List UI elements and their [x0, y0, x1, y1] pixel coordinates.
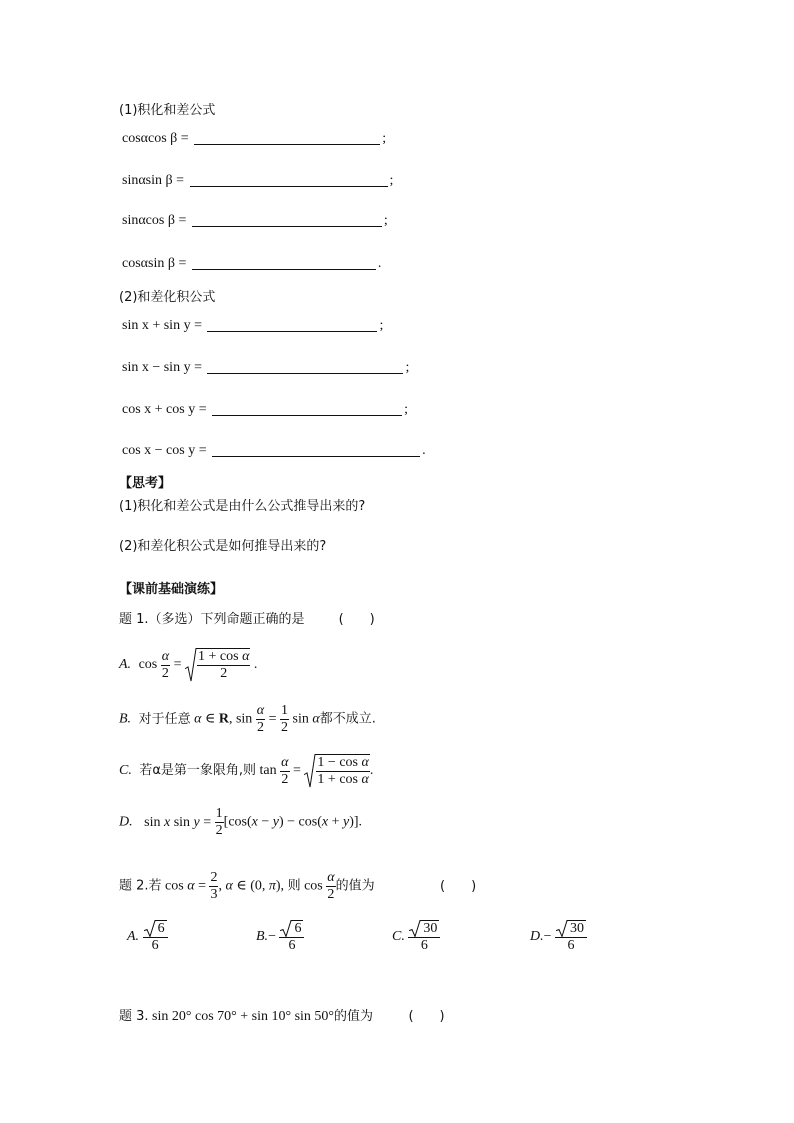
- sqrt-icon: 6: [280, 920, 303, 937]
- answer-blank[interactable]: [212, 442, 420, 457]
- formula-row: cosαsin β = .: [122, 256, 382, 271]
- formula-row: cos x + cos y = ;: [122, 402, 409, 417]
- question-1-stem: 题 1.（多选）下列命题正确的是 ( ): [119, 608, 387, 627]
- answer-blank[interactable]: [194, 130, 380, 145]
- q1-option-d[interactable]: D. sin x sin y = $\frac{1}{2}$ [cos(x − y) − cos(x + y)].: [119, 806, 363, 838]
- formula-lhs: cos x − cos y =: [122, 443, 207, 458]
- answer-paren[interactable]: ( ): [440, 878, 477, 894]
- formula-row: sin x + sin y = ;: [122, 318, 384, 333]
- section2-title: (2)和差化积公式: [119, 290, 216, 305]
- answer-blank[interactable]: [212, 401, 402, 416]
- q2-option-d[interactable]: D.− $\frac{30}{6}$: [530, 920, 587, 954]
- q2-option-b[interactable]: B.− $\frac{6}{6}$: [256, 920, 304, 954]
- question-3-stem: 题 3. sin 20° cos 70° + sin 10° sin 50°的值为 ( ): [119, 1005, 457, 1025]
- think-title: 【思考】: [119, 476, 172, 491]
- formula-row: sin x − sin y = ;: [122, 360, 410, 375]
- formula-lhs: cosαsin β =: [122, 256, 187, 271]
- formula-lhs: sin x − sin y =: [122, 360, 202, 375]
- answer-blank[interactable]: [207, 359, 403, 374]
- formula-lhs: sin x + sin y =: [122, 318, 202, 333]
- answer-blank[interactable]: [207, 317, 377, 332]
- think-question-1: (1)积化和差公式是由什么公式推导出来的?: [119, 499, 366, 514]
- q1-option-b[interactable]: B. 对于任意 α ∈ R, sin $\frac{\alpha}{2}$ = $\frac{1}{2}$ sin α都不成立.: [119, 703, 376, 735]
- answer-blank[interactable]: [192, 212, 382, 227]
- q2-option-a[interactable]: A. $\frac{6}{6}$: [127, 920, 168, 954]
- formula-row: sinαcos β = ;: [122, 213, 388, 228]
- answer-blank[interactable]: [192, 255, 376, 270]
- answer-paren[interactable]: ( ): [408, 1009, 445, 1024]
- sqrt-icon: $\frac{\text{1 + cos α}}{2}$: [185, 648, 250, 682]
- answer-paren[interactable]: ( ): [338, 612, 375, 627]
- think-question-2: (2)和差化积公式是如何推导出来的?: [119, 539, 327, 554]
- formula-lhs: cosαcos β =: [122, 131, 189, 146]
- formula-row: sinαsin β = ;: [122, 173, 394, 188]
- sqrt-icon: 6: [144, 920, 167, 937]
- sqrt-icon: $\frac{\text{1 − cos α}}{\text{1 + cos α}}$: [304, 754, 369, 788]
- q2-option-c[interactable]: C. $\frac{30}{6}$: [392, 920, 440, 954]
- sqrt-icon: 30: [409, 920, 439, 937]
- sqrt-icon: 30: [556, 920, 586, 937]
- formula-row: cosαcos β = ;: [122, 131, 387, 146]
- formula-lhs: sinαcos β =: [122, 213, 187, 228]
- q1-option-a[interactable]: A. cos $\frac{\alpha}{2}$ = $\frac{\text{1 + cos α}}{2}$ .: [119, 648, 258, 681]
- q1-option-c[interactable]: C. 若α是第一象限角,则 tan $\frac{\alpha}{2}$ = $\frac{\text{1 − cos α}}{\text{1 + cos α}}$ .: [119, 754, 374, 787]
- question-2-stem: 题 2.若 cos α = $\frac{2}{3}$ , α ∈ (0, π), 则 cos $\frac{\alpha}{2}$ 的值为 ( ): [119, 870, 488, 903]
- section1-title: (1)积化和差公式: [119, 103, 216, 118]
- formula-row: cos x − cos y = .: [122, 443, 426, 458]
- answer-blank[interactable]: [190, 172, 388, 187]
- formula-lhs: cos x + cos y =: [122, 402, 207, 417]
- formula-lhs: sinαsin β =: [122, 173, 185, 188]
- practice-title: 【课前基础演练】: [119, 582, 224, 597]
